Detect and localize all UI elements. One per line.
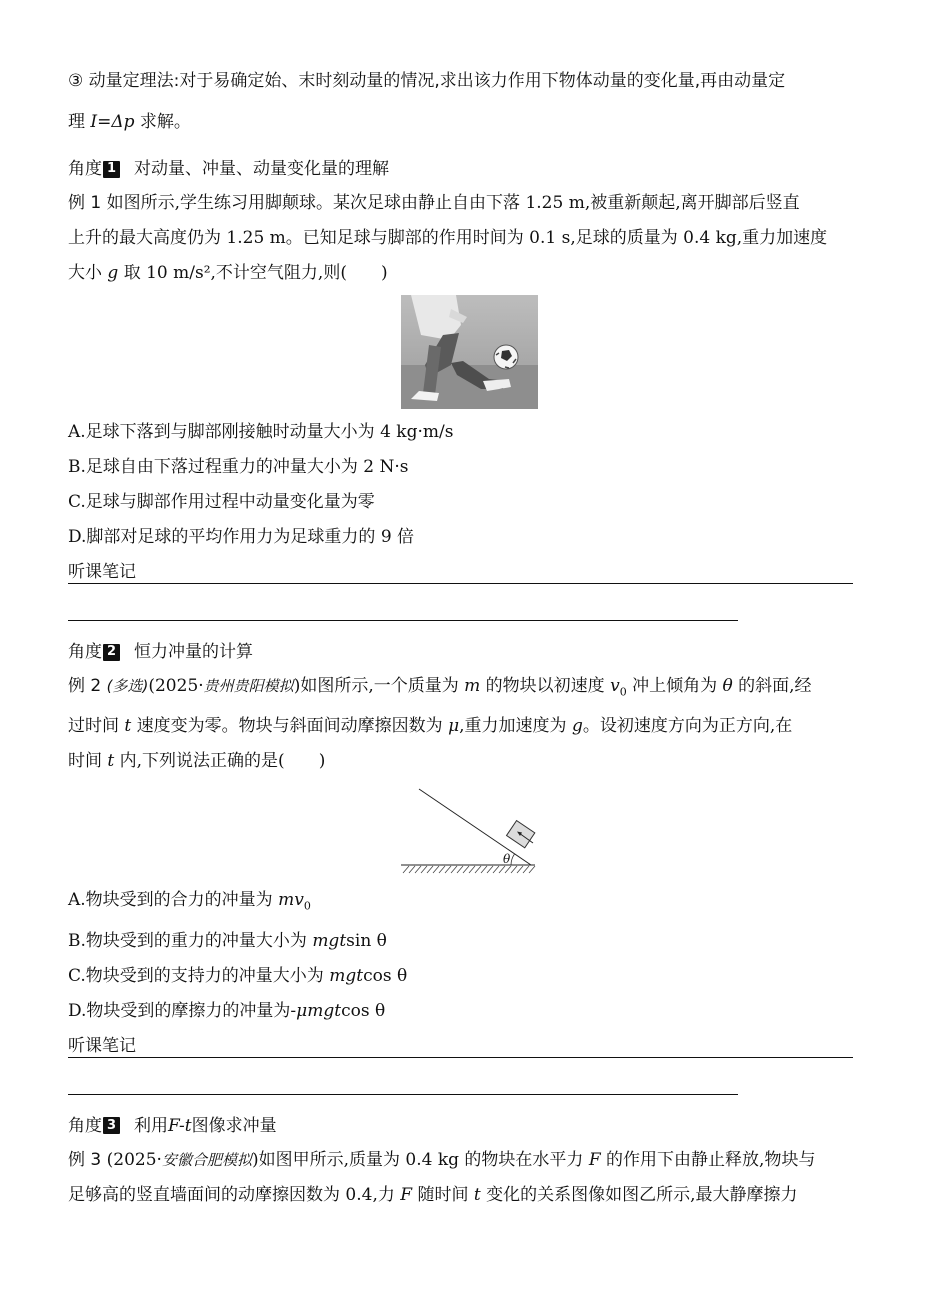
section-heading-1 xyxy=(68,154,880,184)
option-a xyxy=(68,883,880,923)
intro-text: ③ 动量定理法:对于易确定始、末时刻动量的情况,求出该力作用下物体动量的变化量,再由动量定 xyxy=(68,71,786,91)
stem-text: 冲上倾角为 xyxy=(626,676,723,696)
example-2-stem-line-3 xyxy=(68,744,880,779)
variable: v xyxy=(610,676,620,696)
option-b: B.足球自由下落过程重力的冲量大小为 2 N·s xyxy=(68,457,409,477)
stem-text: )如图所示,一个质量为 xyxy=(293,676,465,696)
incline-diagram-image xyxy=(399,787,539,879)
option-text: cos θ xyxy=(363,965,408,986)
intro-line-2 xyxy=(68,105,880,140)
stem-text: 内,下列说法正确的是( ) xyxy=(114,751,326,772)
option-a: A.足球下落到与脚部刚接触时动量大小为 4 kg·m/s xyxy=(68,422,454,442)
variable: g xyxy=(571,716,583,737)
stem-text: 取 10 m/s²,不计空气阻力,则( ) xyxy=(118,263,388,283)
variable: g xyxy=(107,263,119,283)
stem-text: 。设初速度方向为正方向,在 xyxy=(582,716,793,737)
formula: I=Δp xyxy=(90,112,135,132)
stem-text: 随时间 xyxy=(412,1184,474,1205)
stem-text: 的斜面,经 xyxy=(732,676,812,696)
source: (2025· xyxy=(148,676,204,696)
variable: F xyxy=(588,1149,601,1170)
stem-text: 的物块以初速度 xyxy=(480,676,611,696)
stem-text: 足够高的竖直墙面间的动摩擦因数为 0.4,力 xyxy=(68,1184,401,1205)
stem-text: 速度变为零。物块与斜面间动摩擦因数为 xyxy=(131,716,449,737)
football-photo-image xyxy=(401,295,538,409)
variable: μ xyxy=(448,716,460,737)
example-label: 例 3 xyxy=(68,1149,102,1170)
variable: θ xyxy=(722,676,733,696)
option-text: sin θ xyxy=(346,930,387,951)
example-1-stem-line-3 xyxy=(68,256,880,291)
option-c xyxy=(68,959,880,994)
section-title: 利用 xyxy=(134,1115,168,1136)
multi-choice-tag: (多选) xyxy=(106,677,149,695)
subscript: 0 xyxy=(303,899,311,913)
incline-diagram xyxy=(68,787,880,879)
example-label: 例 1 xyxy=(68,193,102,213)
stem-text: )如图甲所示,质量为 0.4 kg 的物块在水平力 xyxy=(251,1149,589,1170)
angle-label: 角度 xyxy=(68,1115,102,1136)
stem-text: 大小 xyxy=(68,263,108,283)
section-title: 恒力冲量的计算 xyxy=(134,642,253,662)
stem-text: 如图所示,学生练习用脚颠球。某次足球由静止自由下落 1.25 m,被重新颠起,离开脚部后竖直 xyxy=(101,193,800,213)
example-1-stem-line-2 xyxy=(68,221,880,256)
intro-text: 理 xyxy=(68,112,91,132)
option-text: B.物块受到的重力的冲量大小为 xyxy=(68,930,313,951)
angle-label: 角度 xyxy=(68,642,102,662)
notes-label-2: 听课笔记 xyxy=(68,1035,853,1058)
football-photo xyxy=(68,295,880,409)
notes-label-1: 听课笔记 xyxy=(68,561,853,584)
variable: t xyxy=(107,751,115,772)
stem-text: 变化的关系图像如图乙所示,最大静摩擦力 xyxy=(480,1184,798,1205)
section-title: 图像求冲量 xyxy=(191,1115,277,1136)
option-text: cos θ xyxy=(341,1000,386,1021)
option-text: C.物块受到的支持力的冲量大小为 xyxy=(68,965,330,986)
stem-text: 时间 xyxy=(68,751,108,772)
example-3-stem-line-1 xyxy=(68,1143,880,1178)
intro-text: 求解。 xyxy=(134,112,191,132)
option-c: C.足球与脚部作用过程中动量变化量为零 xyxy=(68,492,375,512)
angle-label: 角度 xyxy=(68,159,102,179)
example-3-stem-line-2 xyxy=(68,1178,880,1213)
source-place: 安徽合肥模拟 xyxy=(161,1150,252,1169)
angle-theta-label: θ xyxy=(503,852,511,867)
formula: mgt xyxy=(329,965,364,986)
section-badge-2: 2 xyxy=(103,644,120,661)
option-text: D.物块受到的摩擦力的冲量为- xyxy=(68,1000,297,1021)
document-page xyxy=(68,64,880,1213)
example-label: 例 2 xyxy=(68,676,102,696)
stem-text: 的作用下由静止释放,物块与 xyxy=(600,1149,816,1170)
source-place: 贵州贵阳模拟 xyxy=(203,677,294,695)
variable: m xyxy=(464,676,481,696)
notes-line-1 xyxy=(68,584,738,621)
formula: F-t xyxy=(168,1115,192,1136)
option-text: A.物块受到的合力的冲量为 xyxy=(68,890,279,911)
section-badge-1: 1 xyxy=(103,161,120,178)
section-title: 对动量、冲量、动量变化量的理解 xyxy=(134,159,389,179)
source: (2025· xyxy=(101,1149,162,1170)
option-d: D.脚部对足球的平均作用力为足球重力的 9 倍 xyxy=(68,527,415,547)
section-heading-2 xyxy=(68,637,880,667)
section-heading-3 xyxy=(68,1111,880,1141)
example-2-stem-line-2 xyxy=(68,709,880,744)
formula: mgt xyxy=(312,930,347,951)
option-d xyxy=(68,994,880,1029)
example-1-stem-line-1 xyxy=(68,186,880,221)
formula: μmgt xyxy=(296,1000,342,1021)
stem-text: 上升的最大高度仍为 1.25 m。已知足球与脚部的作用时间为 0.1 s,足球的质量为 0.4 kg,重力加速度 xyxy=(68,228,828,248)
section-badge-3: 3 xyxy=(103,1117,120,1134)
intro-line-1 xyxy=(68,64,880,99)
notes-line-2 xyxy=(68,1058,738,1095)
example-2-stem-line-1 xyxy=(68,669,880,709)
formula: mv xyxy=(278,890,304,911)
variable: t xyxy=(473,1184,481,1205)
stem-text: 过时间 xyxy=(68,716,125,737)
variable: F xyxy=(400,1184,413,1205)
variable: t xyxy=(124,716,132,737)
subscript: 0 xyxy=(619,685,627,699)
option-b xyxy=(68,924,880,959)
stem-text: ,重力加速度为 xyxy=(459,716,572,737)
